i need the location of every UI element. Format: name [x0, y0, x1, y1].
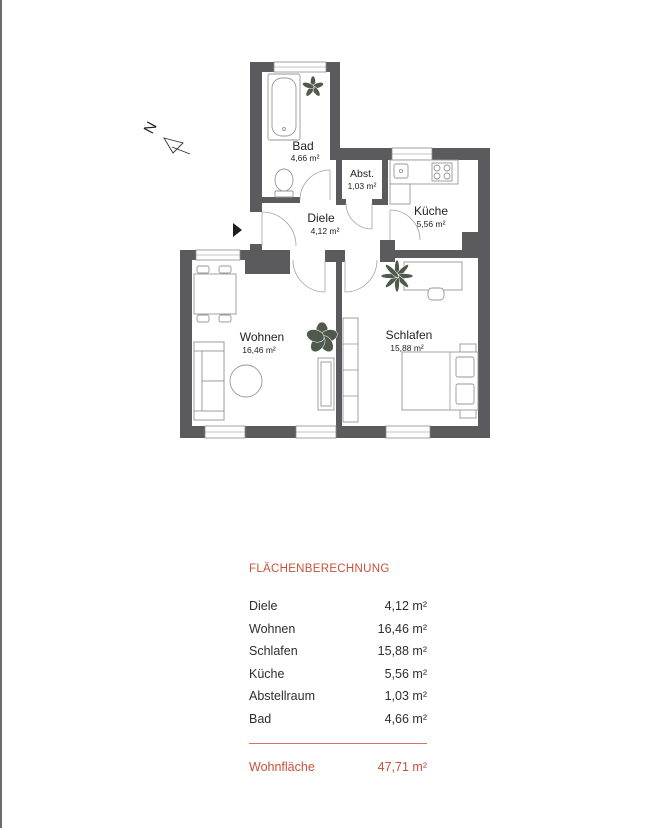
wall-bad-bottom — [262, 197, 300, 203]
wall-abst-bottom-right — [372, 199, 388, 205]
room-area-abst: 1,03 m² — [347, 181, 377, 191]
room-name-wohnen: Wohnen — [239, 330, 285, 344]
area-row — [249, 685, 427, 708]
area-row-label: Bad — [249, 711, 272, 726]
sofa-cushion — [202, 351, 224, 381]
door-swing — [345, 260, 377, 292]
sink-drain — [399, 169, 402, 172]
door-swing — [346, 203, 372, 229]
north-label: N — [140, 119, 161, 137]
plant-icon — [305, 322, 339, 354]
wall-entrance-jamb — [250, 244, 262, 260]
area-row-value: 5,56 m² — [384, 666, 427, 681]
stove-burner — [444, 173, 450, 179]
area-total-label: Wohnfläche — [249, 760, 315, 774]
dining-chair — [197, 315, 209, 322]
area-row-label: Wohnen — [249, 621, 296, 636]
area-row-label: Schlafen — [249, 644, 298, 659]
area-row — [249, 618, 427, 641]
door-schlafen — [345, 260, 377, 292]
pillow — [456, 384, 474, 404]
area-row — [249, 640, 427, 663]
window-bottom-3 — [386, 426, 430, 438]
area-row-value: 16,46 m² — [377, 621, 427, 636]
window-kueche — [392, 148, 432, 160]
window-bottom-1 — [205, 426, 245, 438]
area-total-row — [249, 756, 427, 778]
area-row-value: 4,66 m² — [384, 711, 427, 726]
door-abst — [346, 203, 372, 229]
kitchen-counter — [390, 160, 458, 204]
dining-chair — [219, 266, 231, 273]
wall-bad-right — [330, 62, 340, 160]
door-swing — [262, 212, 296, 246]
area-table — [249, 560, 427, 782]
stove-burner — [444, 165, 450, 171]
wall-kueche-schlafen — [395, 250, 478, 258]
room-name-kueche: Küche — [413, 204, 449, 218]
wall-abst-bottom-left — [336, 199, 346, 205]
stove-burner — [434, 173, 440, 179]
area-row-label: Diele — [249, 599, 278, 613]
rug — [230, 365, 262, 397]
wall-bad-abst — [336, 157, 342, 205]
wardrobe — [343, 318, 358, 422]
wall-bad-left — [250, 62, 262, 212]
area-row-label: Abstellraum — [249, 689, 315, 704]
bed — [402, 344, 478, 418]
wall-kueche-stub — [462, 232, 478, 250]
dining-chair — [197, 266, 209, 273]
area-table-heading: FLÄCHENBERECHNUNG — [249, 563, 390, 575]
plant-icon — [302, 76, 325, 97]
wall-junction-right — [380, 240, 395, 262]
area-row — [249, 708, 427, 731]
area-row-value: 4,12 m² — [384, 599, 427, 613]
bathtub-drain — [283, 128, 286, 131]
area-rows — [249, 595, 427, 731]
total-divider — [249, 743, 427, 744]
sofa-back — [194, 342, 202, 420]
room-area-diele: 4,12 m² — [310, 226, 340, 236]
dining-set — [194, 266, 236, 322]
dining-table — [194, 274, 236, 314]
tv-board — [318, 358, 334, 410]
desk — [404, 262, 462, 300]
north-arrow-icon — [141, 119, 190, 154]
room-name-schlafen: Schlafen — [385, 328, 433, 342]
room-area-wohnen: 16,46 m² — [242, 345, 276, 355]
sofa-arm — [194, 411, 224, 420]
door-entrance — [262, 212, 296, 246]
toilet — [275, 169, 293, 197]
sofa — [194, 342, 224, 420]
nightstand — [460, 344, 476, 352]
north-arrow-head — [164, 138, 183, 153]
toilet-tank — [275, 191, 293, 197]
wall-abst-kueche — [382, 157, 388, 205]
room-area-bad: 4,66 m² — [290, 153, 320, 163]
door-swing — [300, 170, 330, 200]
wall-right-outer — [478, 148, 490, 438]
room-area-schlafen: 15,88 m² — [390, 343, 424, 353]
area-row — [249, 663, 427, 686]
area-row-value: 15,88 m² — [377, 644, 427, 659]
desk-chair — [428, 288, 444, 300]
north-arrow-shaft — [172, 147, 190, 154]
nightstand — [460, 410, 476, 418]
wall-left-outer — [180, 250, 192, 438]
sofa-cushion — [202, 381, 224, 411]
area-row-value: 1,03 m² — [384, 689, 427, 704]
entrance-arrow-icon — [233, 223, 242, 237]
door-swing — [293, 260, 325, 292]
area-row-label: Küche — [249, 666, 285, 681]
toilet-bowl — [275, 169, 293, 191]
sofa-arm — [194, 342, 224, 351]
room-name-abst: Abst. — [350, 168, 374, 180]
dining-chair — [219, 315, 231, 322]
bathtub — [268, 74, 300, 140]
pillow — [456, 357, 474, 377]
door-wohnen — [293, 260, 325, 292]
window-bad — [274, 62, 326, 72]
room-name-diele: Diele — [307, 211, 335, 225]
tv-board-inner — [321, 362, 331, 406]
window-bottom-2 — [296, 426, 336, 438]
area-total-value: 47,71 m² — [377, 760, 427, 774]
room-name-bad: Bad — [292, 139, 314, 153]
fridge — [390, 184, 410, 204]
window-wohnen-top — [196, 250, 240, 260]
wall-wohnen-schlafen — [336, 258, 342, 426]
door-bad — [300, 170, 330, 200]
area-row — [249, 595, 427, 618]
room-area-kueche: 5,56 m² — [416, 219, 446, 229]
stove-burner — [434, 165, 440, 171]
plant-icon — [381, 260, 413, 292]
round-rug — [230, 365, 262, 397]
